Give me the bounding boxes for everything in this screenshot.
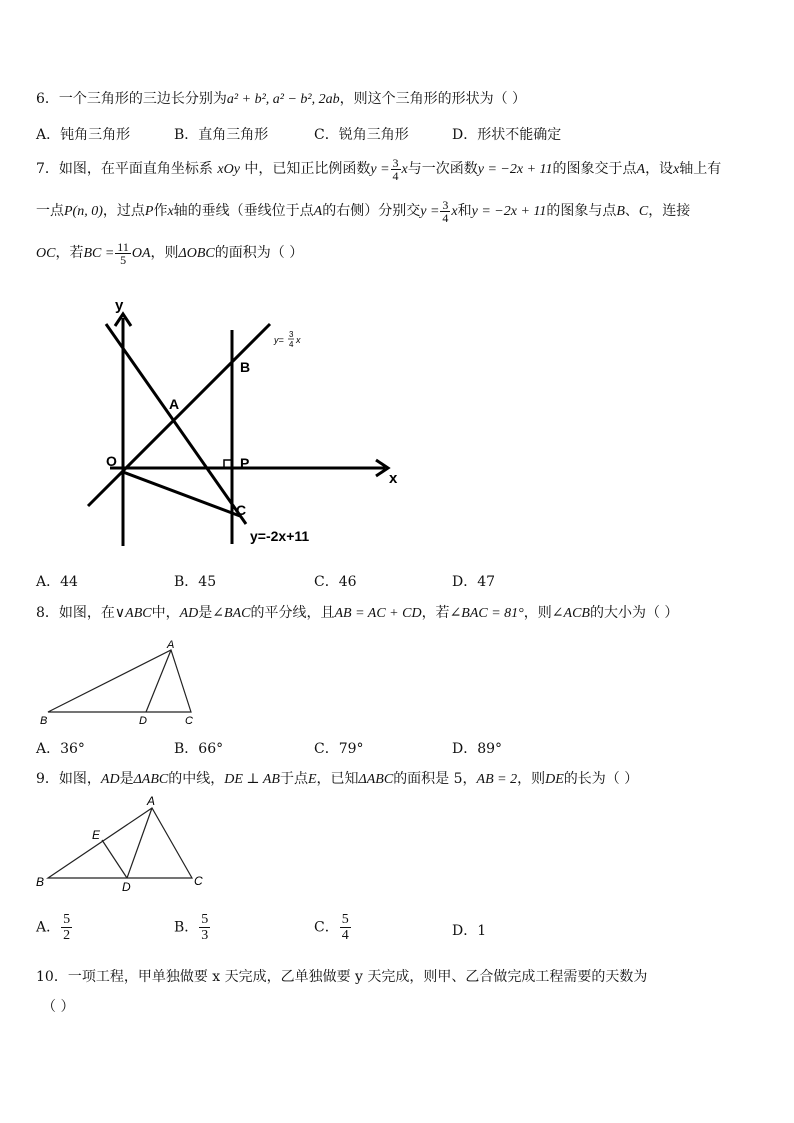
segment-ad — [146, 650, 171, 712]
label-x: x — [389, 470, 398, 487]
q9-option-c: C． $\frac{5}{4}$ — [314, 912, 349, 943]
q6-option-d: D．形状不能确定 — [452, 127, 562, 143]
q8-stem: 8．如图，在∨ABC中，AD是∠BAC的平分线，且AB = AC + CD，若∠BAC = 81°，则∠ACB的大小为（ ） — [36, 605, 679, 621]
q6-option-c: C．锐角三角形 — [314, 127, 409, 143]
label-a: A — [169, 396, 180, 412]
q8-option-d: D．89° — [452, 741, 503, 757]
label-o: O — [106, 453, 117, 469]
q6-stem: 6．一个三角形的三边长分别为a² + b², a² − b², 2ab，则这个三角形的形状为（ ） — [36, 91, 527, 107]
line1-label: y= — [274, 335, 284, 345]
line-y-3-4x — [88, 324, 270, 506]
segment-oc — [123, 472, 240, 516]
line2-label: y=-2x+11 — [250, 528, 310, 544]
q10-stem-line1: 10．一项工程，甲单独做要 x 天完成，乙单独做要 y 天完成，则甲、乙合做完成工程需要的天数为 — [36, 969, 648, 985]
label-b: B — [240, 359, 251, 375]
q7-option-d: D．47 — [452, 574, 496, 590]
label-c: C — [185, 715, 193, 727]
label-d: D — [122, 880, 131, 894]
q6-expression: a² + b², a² − b², 2ab — [226, 92, 340, 107]
q8-option-a: A．36° — [36, 741, 85, 757]
label-e: E — [92, 828, 101, 842]
q7-stem-line2: 一点P(n, 0)，过点P作x轴的垂线（垂线位于点A的右侧）分别交y = $\frac{3}{4}$ x和y = −2x + 11的图象与点B、C，连接 — [36, 197, 691, 225]
q7-stem-line1: 7．如图，在平面直角坐标系 xOy 中，已知正比例函数y = $\frac{3}{4}$ x与一次函数y = −2x + 11的图象交于点A，设x轴上有 — [36, 155, 722, 183]
q7-stem-line3: OC，若BC = $\frac{11}{5}$ OA，则ΔOBC的面积为（ ） — [36, 239, 304, 267]
q8-option-c: C．79° — [314, 741, 364, 757]
label-b: B — [36, 875, 45, 889]
line-y-neg2x-11 — [106, 324, 246, 524]
q9-stem: 9．如图，AD是ΔABC的中线，DE ⊥ AB于点E，已知ΔABC的面积是 5，AB = 2，则DE的长为（ ） — [36, 771, 639, 787]
q9-triangle-figure — [32, 792, 212, 896]
q7-coordinate-figure — [80, 292, 410, 554]
q6-option-a: A．钝角三角形 — [36, 127, 131, 143]
q10-stem-line2: （ ） — [42, 999, 75, 1015]
q6-option-b: B．直角三角形 — [174, 127, 269, 143]
q8-triangle-figure — [36, 636, 206, 728]
line1-den: 4 — [289, 340, 294, 349]
label-a: A — [147, 794, 156, 808]
segment-de — [102, 840, 127, 878]
q8-option-b: B．66° — [174, 741, 224, 757]
label-b: B — [40, 715, 48, 727]
line1-num: 3 — [289, 330, 294, 339]
q7-option-a: A．44 — [36, 574, 78, 590]
q9-option-d: D．1 — [452, 923, 487, 939]
segment-ad — [127, 808, 152, 878]
label-p: P — [240, 455, 250, 471]
q7-option-b: B．45 — [174, 574, 217, 590]
line1-x: x — [296, 335, 301, 345]
label-y: y — [115, 297, 124, 314]
q7-option-c: C．46 — [314, 574, 357, 590]
label-a: A — [167, 639, 175, 651]
label-c: C — [194, 874, 203, 888]
q9-option-a: A． $\frac{5}{2}$ — [36, 912, 71, 943]
q9-option-b: B． $\frac{5}{3}$ — [174, 912, 209, 943]
label-c: C — [236, 502, 247, 518]
label-d: D — [139, 715, 147, 727]
triangle-abc — [48, 650, 191, 712]
